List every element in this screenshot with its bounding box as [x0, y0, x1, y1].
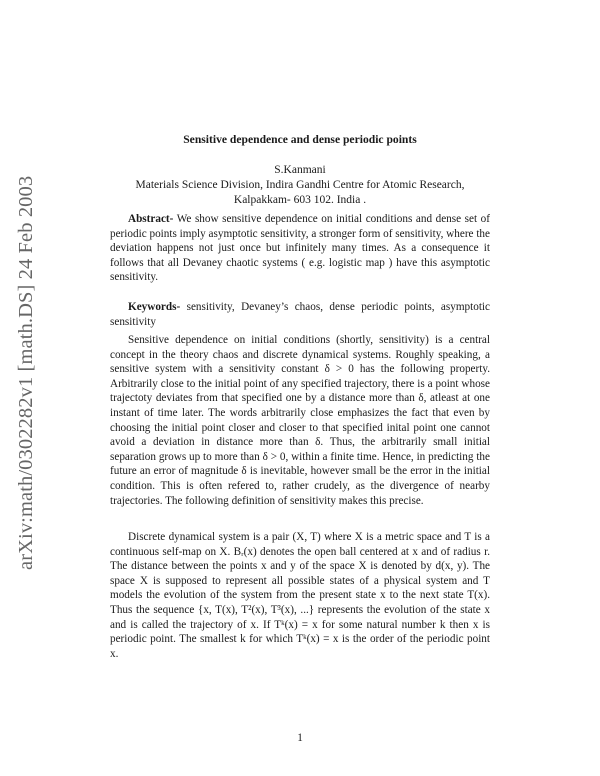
page-number: 1	[297, 732, 303, 744]
abstract	[110, 212, 490, 285]
author-block	[100, 163, 500, 208]
keywords-label: Keywords-	[128, 301, 181, 313]
keywords-text: sensitivity, Devaney’s chaos, dense periodic points, asymptotic sensitivity	[110, 301, 490, 328]
affiliation-line-2: Kalpakkam- 603 102. India .	[233, 194, 367, 206]
body-paragraph-sensitivity: Sensitive dependence on initial conditions (shortly, sensitivity) is a central concept in the theory chaos and discrete dynamical systems. Roughly speaking, a sensitive system with a sensitivity constant δ > 0 has the following property. Arbitrarily close to the initial point of any specified trajectory, there is a point whose trajectoty deviates from that specified one by a distance more than δ, atleast at one instant of time later. The words arbitrarily close emphasizes the fact that even by choosing the initial point closer and closer to that specified inital point one cannot avoid a deviation in distance more than δ. Thus, the arbitrarily small initial separation grows up to more than δ > 0, within a finite time. Hence, in predicting the future an error of magnitude δ is inevitable, however small be the error in the initial condition. This is often refered to, rather crudely, as the divergence of nearby trajectories. The following definition of sensitivity makes this precise.	[110, 334, 490, 507]
arxiv-identifier: arXiv:math/0302282v1 [math.DS] 24 Feb 2003	[15, 175, 37, 570]
body-paragraph-dynamical-system: Discrete dynamical system is a pair (X, T) where X is a metric space and T is a continuous self-map on X. Bᵣ(x) denotes the open ball centered at x and of radius r. The distance between the points x and y of the space X is denoted by d(x, y). The space X is supposed to represent all possible states of a physical system and T models the evolution of the system from the present state x to the next state T(x). Thus the sequence {x, T(x), T²(x), T³(x), ...} represents the evolution of the state x and is called the trajectory of x. If Tᵏ(x) = x for some natural number k then x is periodic point. The smallest k for which Tᵏ(x) = x is the order of the periodic point x.	[110, 531, 490, 660]
keywords	[110, 300, 490, 329]
abstract-label: Abstract-	[128, 213, 174, 225]
paper-title: Sensitive dependence and dense periodic points	[183, 133, 417, 146]
affiliation-line-1: Materials Science Division, Indira Gandhi Centre for Atomic Research,	[135, 179, 465, 191]
author-name: S.Kanmani	[274, 164, 326, 176]
abstract-text: We show sensitive dependence on initial conditions and dense set of periodic points imply asymptotic sensitivity, a stronger form of sensitivity, where the deviation happens not just once but infinitely many times. As a consequence it follows that all Devaney chaotic systems ( e.g. logistic map ) have this asymptotic sensitivity.	[110, 213, 490, 284]
